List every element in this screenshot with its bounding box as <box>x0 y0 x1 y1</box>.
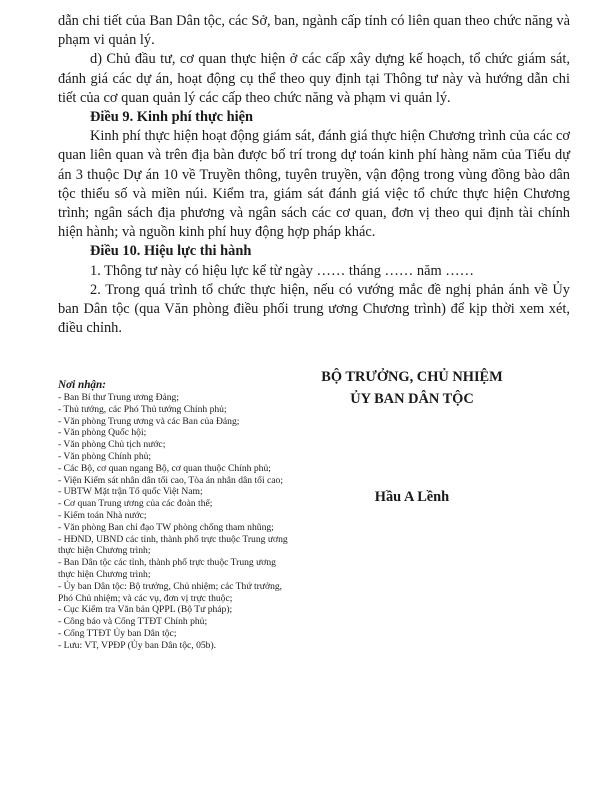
recipient-item: - Ban Dân tộc các tỉnh, thành phố trực thuộc Trung ương thực hiện Chương trình; <box>58 557 276 580</box>
recipient-item: - Văn phòng Ban chỉ đạo TW phòng chống tham nhũng; <box>58 521 274 533</box>
recipient-item: - HĐND, UBND các tỉnh, thành phố trực thuộc Trung ương thực hiện Chương trình; <box>58 533 288 557</box>
recipient-item: - Cổng TTĐT Ủy ban Dân tộc; <box>58 627 177 639</box>
signer-name: Hầu A Lềnh <box>374 489 450 505</box>
paragraph-c-continuation: dẫn chi tiết của Ban Dân tộc, các Sở, ban, ngành cấp tỉnh có liên quan theo chức năng và phạm vi quản lý. <box>58 13 570 49</box>
recipient-item: - Viện Kiểm sát nhân dân tối cao, Tòa án nhân dân tối cao; <box>58 474 283 486</box>
recipient-item: - Văn phòng Chủ tịch nước; <box>58 439 166 451</box>
recipient-item: - UBTW Mặt trận Tổ quốc Việt Nam; <box>58 486 203 498</box>
recipient-item: - Văn phòng Trung ương và các Ban của Đảng; <box>58 415 240 427</box>
recipient-item: - Thủ tướng, các Phó Thủ tướng Chính phủ; <box>58 403 227 415</box>
article-10-item-2: 2. Trong quá trình tổ chức thực hiện, nếu có vướng mắc đề nghị phản ánh về Ủy ban Dân tộc (qua Văn phòng điều phối trung ương Chương trình) để kịp thời xem xét, điều chỉnh. <box>58 281 570 337</box>
signature-block <box>300 366 524 410</box>
document-body <box>58 12 570 338</box>
signature-title-line-2: ỦY BAN DÂN TỘC <box>350 391 474 407</box>
recipient-item: - Ủy ban Dân tộc: Bộ trưởng, Chủ nhiệm; các Thứ trưởng, Phó Chủ nhiệm; và các vụ, đơn vị trực thuộc; <box>58 580 283 604</box>
recipient-item: - Cục Kiểm tra Văn bản QPPL (Bộ Tư pháp); <box>58 604 233 616</box>
recipient-item: - Các Bộ, cơ quan ngang Bộ, cơ quan thuộc Chính phủ; <box>58 462 271 474</box>
paragraph-d: d) Chủ đầu tư, cơ quan thực hiện ở các cấp xây dựng kế hoạch, tổ chức giám sát, đánh giá các dự án, hoạt động cụ thể theo quy định tại Thông tư này và hướng dẫn chi tiết của cơ quan quản lý các cấp theo chức năng và phạm vi quản lý. <box>58 51 570 106</box>
signature-title-line-1: BỘ TRƯỞNG, CHỦ NHIỆM <box>321 369 503 385</box>
recipients-title: Nơi nhận: <box>58 379 106 391</box>
recipient-item: - Cơ quan Trung ương của các đoàn thể; <box>58 498 213 510</box>
article-9-heading: Điều 9. Kinh phí thực hiện <box>90 109 253 126</box>
article-10-heading: Điều 10. Hiệu lực thi hành <box>90 243 252 260</box>
recipient-item: - Ban Bí thư Trung ương Đảng; <box>58 392 180 403</box>
article-10-item-1: 1. Thông tư này có hiệu lực kể từ ngày …… tháng …… năm …… <box>90 262 475 279</box>
recipient-item: - Công báo và Cổng TTĐT Chính phủ; <box>58 616 208 628</box>
recipient-item: - Kiểm toán Nhà nước; <box>58 509 147 521</box>
recipients-list <box>58 379 290 652</box>
recipient-item: - Văn phòng Chính phủ; <box>58 450 152 462</box>
recipient-item: - Văn phòng Quốc hội; <box>58 427 147 439</box>
recipient-item: - Lưu: VT, VPĐP (Ủy ban Dân tộc, 05b). <box>58 639 217 651</box>
article-9-text: Kinh phí thực hiện hoạt động giám sát, đánh giá thực hiện Chương trình của các cơ quan liên quan và trên địa bàn được bố trí trong dự toán kinh phí hàng năm của Tiểu dự án 3 thuộc Dự án 10 về Truyền thông, tuyên truyền, vận động trong vùng đồng bào dân tộc thiểu số và miền núi. Kiểm tra, giám sát đánh giá việc tổ chức thực hiện Chương trình; ngân sách địa phương và ngân sách các cơ quan, đơn vị theo qui định tài chính hiện hành; và nguồn kinh phí huy động hợp pháp khác. <box>58 128 570 241</box>
